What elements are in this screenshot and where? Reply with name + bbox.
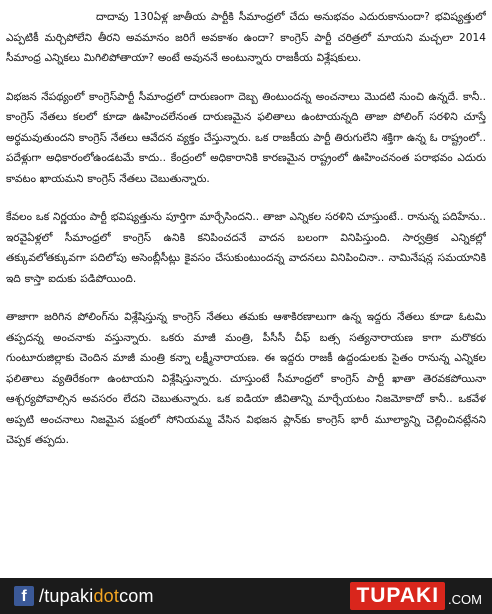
facebook-link[interactable] <box>14 586 154 607</box>
site-logo[interactable] <box>350 582 482 610</box>
logo-text: TUPAKI <box>350 582 445 610</box>
logo-suffix: .COM <box>448 591 482 607</box>
handle-prefix: /tupaki <box>39 585 94 606</box>
facebook-handle <box>39 586 154 607</box>
handle-highlight: dot <box>93 585 120 606</box>
article-paragraph-3: కేవలం ఒక నిర్ణయం పార్టీ భవిష్యత్తును పూర్తిగా మార్చేసిందని.. తాజా ఎన్నికల సరళిని చూస్తుంటే.. రానున్న పదిహేను.. ఇరవైఏళ్లలో సీమాంధ్రలో కాంగ్రెస్ ఉనికి కనిపించదనే వాదన బలంగా వినిపిస్తుంది. సార్వత్రిక ఎన్నికల్లో తక్కువలోతక్కువగా పదిలోపు అసెంబ్లీసీట్లు కైవసం చేసుకుంటుందన్న వాదనలు వినిపించినా.. నామినేషన్ల సమయానికి ఇది కాస్తా ఐదుకు పడిపోయింది. <box>6 211 486 285</box>
handle-suffix: com <box>119 585 154 606</box>
footer-banner <box>0 578 492 614</box>
article-paragraph-4: తాజాగా జరిగిన పోలింగ్‌ను విశ్లేషిస్తున్న కాంగ్రెస్ నేతలు తమకు ఆశాకిరణాలుగా ఉన్న ఇద్దరు నేతలు కూడా ఓటమి తప్పదన్న అంచనాకు వస్తున్నారు. ఒకరు మాజీ మంత్రి, పీసీసీ చీఫ్ బత్స సత్యనారాయణ కాగా మరొకరు గుంటూరుజిల్లాకు చెందిన మాజీ మంత్రి కన్నా లక్ష్మీనారాయణ. ఈ ఇద్దరు రాజకీ ఉద్దండులకు సైతం రానున్న ఎన్నికల ఫలితాలు వ్యతిరేకంగా ఉంటాయని విశ్లేషిస్తున్నారు. చూస్తుంటే సీమాంధ్రలో కాంగ్రెస్ పార్టీ ఖాతా తెరవకపోయినా ఆశ్చర్యపోవాల్సిన అవసరం లేదని చెబుతున్నారు. ఒక ఐడియా జీవితాన్ని మార్చేయటం నిజమోకాదో కానీ.. ఒకవేళ అప్పటి అంచనాలు నిజమైన పక్షంలో సోనియమ్మ వేసిన విభజన ప్లాన్‌కు కాంగ్రెస్ భారీ మూల్యాన్ని చెల్లించినట్లేనని చెప్పక తప్పదు. <box>6 311 486 446</box>
article-body <box>6 0 486 572</box>
paragraph-1-text: దాదావు 130ఏళ్ల జాతీయ పార్టీకి సీమాంధ్రలో చేదు అనుభవం ఎదురుకానుందా? భవిష్యత్తులో ఎప్పటికీ మర్చిపోలేని తీరని అవమానం జరిగే అవకాశం ఉందా? కాంగ్రెస్ పార్టీ చరిత్రలో మాయని మచ్చలా 2014 సీమాంధ్ర ఎన్నికలు మిగిలిపోతాయా? అంటే అవుననే అంటున్నారు రాజకీయ విశ్లేషకులు. <box>6 11 486 64</box>
article-paragraph-2: విభజన నేపథ్యంలో కాంగ్రెస్‌పార్టీ సీమాంధ్రలో దారుణంగా దెబ్బ తింటుందన్న అంచనాలు మొదటి నుంచి ఉన్నదే. కానీ.. కాంగ్రెస్ నేతలు కలలో కూడా ఊహించలేనంత దారుణమైన ఫలితాలు ఉంటాయన్నది తాజా పోలింగ్ సరళిని చూస్తే అర్థమవుతుందని కాంగ్రెస్ నేతలు ఆవేదన వ్యక్తం చేస్తున్నారు. ఒక రాజకీయ పార్టీ తిరుగులేని శక్తిగా ఉన్న ఓ రాష్ట్రంలో.. పదేళ్లుగా అధికారంలోఉండటమే కాదు.. కేంద్రంలో అధికారానికి కారణమైన రాష్ట్రంలో ఊహించనంత పరాభవం ఎదురు కావటం ఖాయమని కాంగ్రెస్ నేతలు చెబుతున్నారు. <box>6 90 486 185</box>
article-paragraph-1 <box>6 0 486 69</box>
facebook-icon: f <box>14 586 34 606</box>
